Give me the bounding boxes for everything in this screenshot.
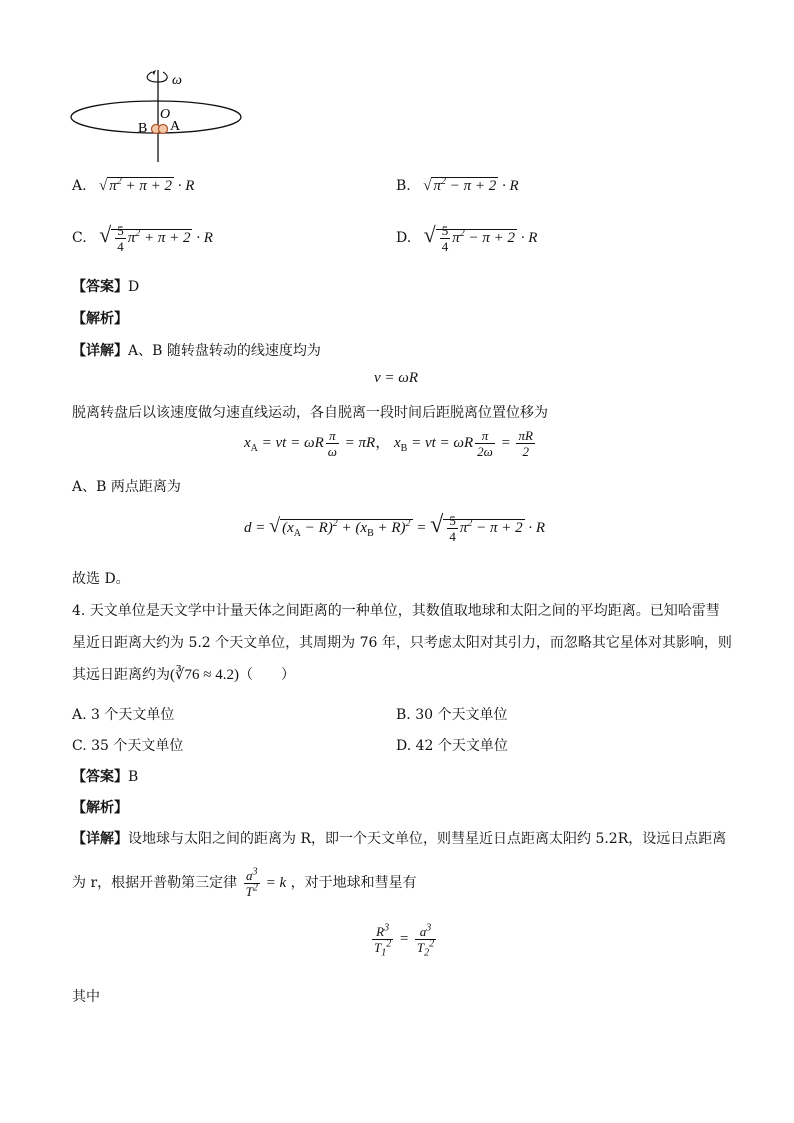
- answer-value: B: [128, 769, 139, 785]
- option-d-expression: √ $\frac{5}{4}$ $\pi^2 - \pi + 2 \cdot R$: [423, 222, 538, 255]
- q4-answer: [72, 766, 138, 786]
- o-label: O: [160, 107, 171, 122]
- kepler-ratio-formula: $\frac{R^3}{T_1^2}$ = $\frac{a^3}{T_2^2}$: [374, 922, 435, 959]
- option-letter: C.: [72, 230, 87, 246]
- q4-stem-line2: 星近日距离大约为 5.2 个天文单位，其周期为 76 年，只考虑太阳对其引力，而忽略其它星体对其影响，则: [72, 635, 732, 651]
- q3-detail-line3: A、B 两点距离为: [72, 479, 181, 495]
- detail-tag: 【详解】: [72, 343, 128, 359]
- answer-blank: （ ）: [239, 667, 296, 683]
- kepler-law-formula: $\frac{a^3}{T^2}$ = k: [245, 866, 287, 899]
- formula-v: v = ωR: [374, 370, 419, 386]
- q3-detail-line2: 脱离转盘后以该速度做匀速直线运动，各自脱离一段时间后距脱离位置位移为: [72, 405, 548, 421]
- q3-conclusion: 故选 D。: [72, 571, 130, 587]
- answer-tag: 【答案】: [72, 769, 128, 785]
- option-b-expression: √ $\pi^2 - \pi + 2 \cdot R$: [423, 176, 519, 194]
- formula-displacement: $x_A$ = vt = ωR $\frac{\pi}{\omega}$ = πR， $x_B$ = vt = ωR $\frac{\pi}{2\omega}$ = $\frac{\pi R}{2}$: [244, 428, 533, 459]
- q4-detail-line2: [72, 868, 417, 899]
- detail-text: 为 r，根据开普勒第三定律: [72, 874, 238, 891]
- answer-value: D: [128, 279, 140, 295]
- formula-distance: d = √ $(x_A - R)^2 + (x_B + R)^2$ = √ $\frac{5}{4}$ $\pi^2 - \pi + 2 \cdot R$: [244, 512, 546, 545]
- stem-text: 其远日距离约为: [72, 667, 170, 683]
- b-label: B: [138, 121, 148, 136]
- q4-option-c: C. 35 个天文单位: [72, 738, 184, 754]
- q3-option-d: [396, 222, 537, 254]
- q4-option-d: D. 42 个天文单位: [396, 738, 508, 754]
- q3-answer: [72, 276, 139, 296]
- q3-detail-line1: [72, 340, 321, 360]
- q4-stem-line3: 其远日距离约为(∛76 ≈ 4.2)（ ）: [72, 667, 296, 683]
- q4-option-a: A. 3 个天文单位: [72, 707, 175, 723]
- rotating-disk-figure: [60, 62, 260, 172]
- ball-a: [159, 125, 168, 134]
- detail-tag: 【详解】: [72, 831, 128, 847]
- q4-tail: 其中: [72, 989, 100, 1005]
- option-letter: A.: [72, 178, 87, 194]
- q4-stem-line1: 4. 天文单位是天文学中计量天体之间距离的一种单位，其数值取地球和太阳之间的平均距离。已知哈雷彗: [72, 603, 720, 619]
- detail-text: ，对于地球和彗星有: [290, 874, 417, 891]
- answer-tag: 【答案】: [72, 279, 128, 295]
- q4-detail-line1: [72, 828, 726, 848]
- option-letter: D.: [396, 230, 412, 246]
- detail-text: A、B 随转盘转动的线速度均为: [128, 343, 321, 359]
- q3-analysis-tag: 【解析】: [72, 311, 128, 327]
- option-a-expression: √ $\pi^2 + \pi + 2 \cdot R$: [99, 176, 195, 194]
- rotation-arrow-icon: [147, 72, 167, 82]
- option-c-expression: √ $\frac{5}{4}$ $\pi^2 + \pi + 2 \cdot R$: [99, 222, 213, 255]
- cube-root-hint: ∛76 ≈ 4.2: [175, 667, 235, 683]
- detail-text: 设地球与太阳之间的距离为 R，即一个天文单位，则彗星近日点距离太阳约 5.2R，设远日点距离: [128, 831, 727, 847]
- a-label: A: [170, 119, 181, 134]
- q3-option-a: [72, 178, 194, 195]
- q3-option-c: [72, 222, 213, 254]
- omega-label: ω: [172, 73, 182, 88]
- q4-analysis-tag: 【解析】: [72, 800, 128, 816]
- option-letter: B.: [396, 178, 411, 194]
- q4-option-b: B. 30 个天文单位: [396, 707, 508, 723]
- q3-option-b: [396, 178, 519, 195]
